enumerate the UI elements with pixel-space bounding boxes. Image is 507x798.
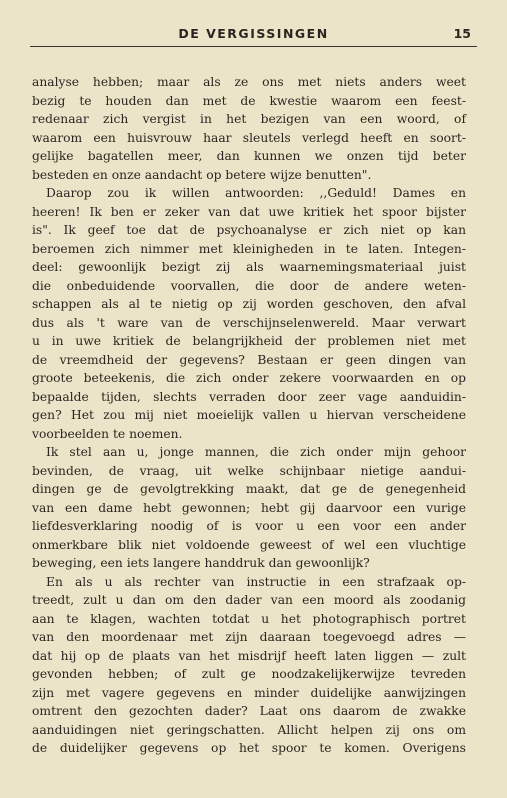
text-line: is". Ik geef toe dat de psychoanalyse er zich niet op kan [32,223,466,237]
text-line: En als u als rechter van instructie in een strafzaak op- [46,574,466,589]
text-line: schappen als al te nietig op zij worden geschoven, den afval [32,297,466,311]
text-line: heeren! Ik ben er zeker van dat uwe kritiek het spoor bijster [32,204,466,219]
text-line: onmerkbare blik niet voldoende geweest of wel een vluchtige [32,537,466,552]
text-line: redenaar zich vergist in het bezigen van een woord, of [32,112,466,126]
running-title: DE VERGISSINGEN [178,26,329,41]
text-line: bezig te houden dan met de kwestie waarom een feest- [32,93,466,108]
text-line: u in uwe kritiek de belangrijkheid der problemen niet met [32,334,466,348]
text-line: de vreemdheid der gegevens? Bestaan er geen dingen van [32,352,466,367]
text-line: van den moordenaar met zijn daaraan toegevoegd adres — [32,630,466,644]
text-line: aanduidingen niet geringschatten. Allicht helpen zij ons om [32,722,466,737]
text-line: dingen ge de gevolgtrekking maakt, dat ge de genegenheid [32,482,466,496]
text-line: beweging, een iets langere handdruk dan gewoonlijk? [32,556,370,570]
text-line: waarom een huisvrouw haar sleutels verlegd heeft en soort- [32,130,466,145]
text-line: Daarop zou ik willen antwoorden: ,,Geduld! Dames en [46,186,466,200]
page-header [30,24,477,47]
text-line: van een dame hebt gewonnen; hebt gij daarvoor een vurige [32,500,466,515]
text-line: bevinden, de vraag, uit welke schijnbaar nietige aandui- [32,463,466,478]
text-line: de duidelijker gegevens op het spoor te komen. Overigens [32,741,466,755]
body-text [32,73,466,758]
text-line: bepaalde tijden, slechts verraden door zeer vage aanduidin- [32,389,466,404]
text-line: deel: gewoonlijk bezigt zij als waarnemingsmateriaal juist [32,260,466,274]
text-line: die onbeduidende voorvallen, die door de andere weten- [32,278,466,293]
text-line: gelijke bagatellen meer, dan kunnen we onzen tijd beter [32,149,466,163]
text-line: gevonden hebben; of zult ge noodzakelijkerwijze tevreden [32,667,466,681]
text-line: voorbeelden te noemen. [32,426,183,441]
text-line: groote beteekenis, die zich onder zekere voorwaarden en op [32,371,466,385]
text-line: liefdesverklaring noodig of is voor u een voor een ander [32,519,466,533]
text-line: besteden en onze aandacht op betere wijze benutten". [32,167,372,182]
text-line: Ik stel aan u, jonge mannen, die zich onder mijn gehoor [46,445,466,459]
text-line: gen? Het zou mij niet moeielijk vallen u hiervan verscheidene [32,408,466,422]
text-line: treedt, zult u dan om den dader van een moord als zoodanig [32,593,466,607]
text-line: aan te klagen, wachten totdat u het photographisch portret [32,611,466,626]
text-line: beroemen zich nimmer met kleinigheden in te laten. Integen- [32,241,466,256]
page-number: 15 [453,26,471,41]
text-line: omtrent den gezochten dader? Laat ons daarom de zwakke [32,704,466,718]
text-line: analyse hebben; maar als ze ons met niets anders weet [32,75,466,89]
text-line: dus als 't ware van de verschijnselenwereld. Maar verwart [32,315,466,330]
text-line: zijn met vagere gegevens en minder duidelijke aanwijzingen [32,685,466,700]
text-line: dat hij op de plaats van het misdrijf heeft laten liggen — zult [32,648,466,663]
